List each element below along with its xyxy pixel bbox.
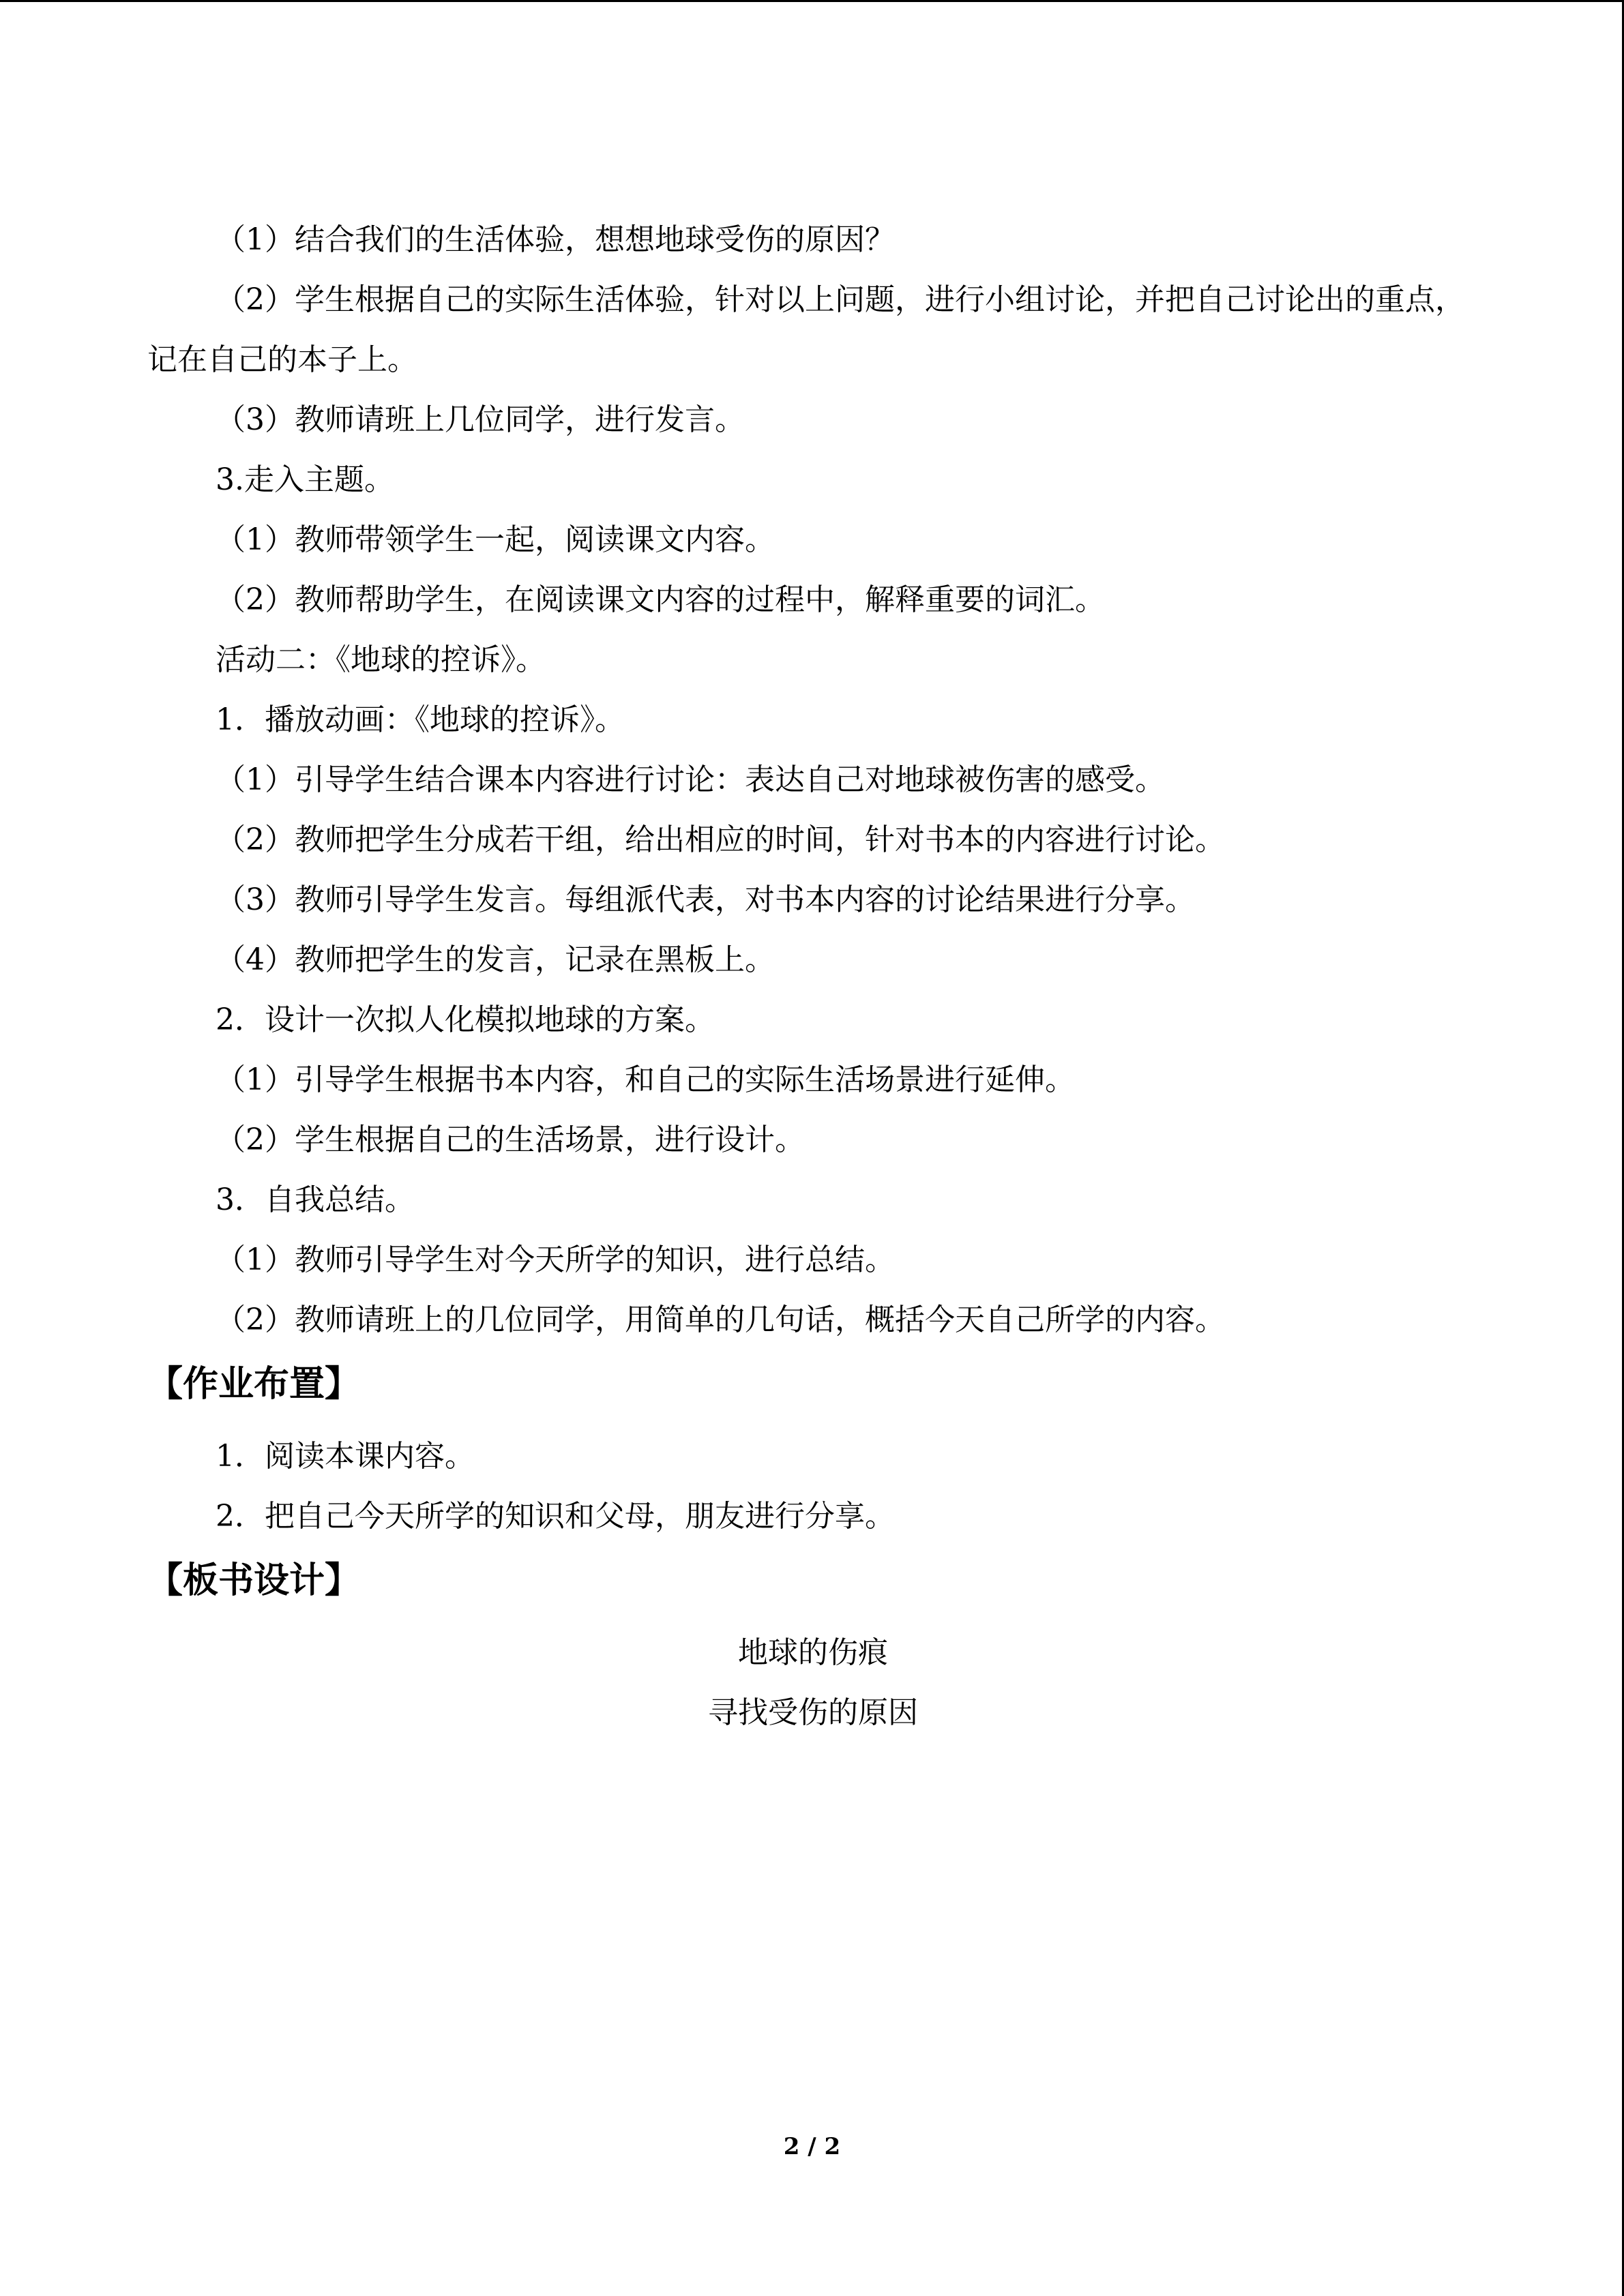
paragraph: （2）教师把学生分成若干组，给出相应的时间，针对书本的内容进行讨论。: [216, 822, 1225, 857]
section-step: 3.走入主题。: [216, 462, 394, 497]
board-line: 地球的伤痕: [738, 1635, 888, 1670]
homework-heading: 【作业布置】: [147, 1364, 361, 1405]
paragraph: （1）引导学生结合课本内容进行讨论：表达自己对地球被伤害的感受。: [216, 762, 1165, 797]
paragraph: （4）教师把学生的发言，记录在黑板上。: [216, 942, 775, 977]
page-top-border: [0, 0, 1624, 2]
board-design: [147, 1623, 1479, 1743]
homework-item: 1．阅读本课内容。: [216, 1439, 475, 1474]
board-line: 寻找受伤的原因: [708, 1695, 918, 1730]
homework-item: 2．把自己今天所学的知识和父母，朋友进行分享。: [216, 1499, 895, 1534]
paragraph: （1）教师引导学生对今天所学的知识，进行总结。: [216, 1242, 895, 1277]
paragraph: （1）教师带领学生一起，阅读课文内容。: [216, 522, 775, 557]
paragraph: （3）教师引导学生发言。每组派代表，对书本内容的讨论结果进行分享。: [216, 882, 1195, 917]
paragraph: （2）教师请班上的几位同学，用简单的几句话，概括今天自己所学的内容。: [216, 1302, 1225, 1337]
section-step: 3．自我总结。: [216, 1182, 415, 1217]
paragraph: （1）结合我们的生活体验，想想地球受伤的原因？: [216, 222, 895, 257]
section-step: 2．设计一次拟人化模拟地球的方案。: [216, 1002, 715, 1037]
paragraph: （2）学生根据自己的生活场景，进行设计。: [216, 1122, 805, 1157]
paragraph: （3）教师请班上几位同学，进行发言。: [216, 402, 745, 437]
section-step: 1．播放动画：《地球的控诉》。: [216, 702, 625, 737]
paragraph: （1）引导学生根据书本内容，和自己的实际生活场景进行延伸。: [216, 1062, 1075, 1097]
document-body: [147, 210, 1479, 1743]
paragraph: （2）学生根据自己的实际生活体验，针对以上问题，进行小组讨论，并把自己讨论出的重点，记在自己的本子上。: [147, 282, 1465, 377]
paragraph: （2）教师帮助学生，在阅读课文内容的过程中，解释重要的词汇。: [216, 582, 1105, 617]
page-number: 2 / 2: [783, 2133, 841, 2160]
activity-title: 活动二：《地球的控诉》。: [216, 642, 546, 677]
board-design-heading: 【板书设计】: [147, 1560, 361, 1601]
